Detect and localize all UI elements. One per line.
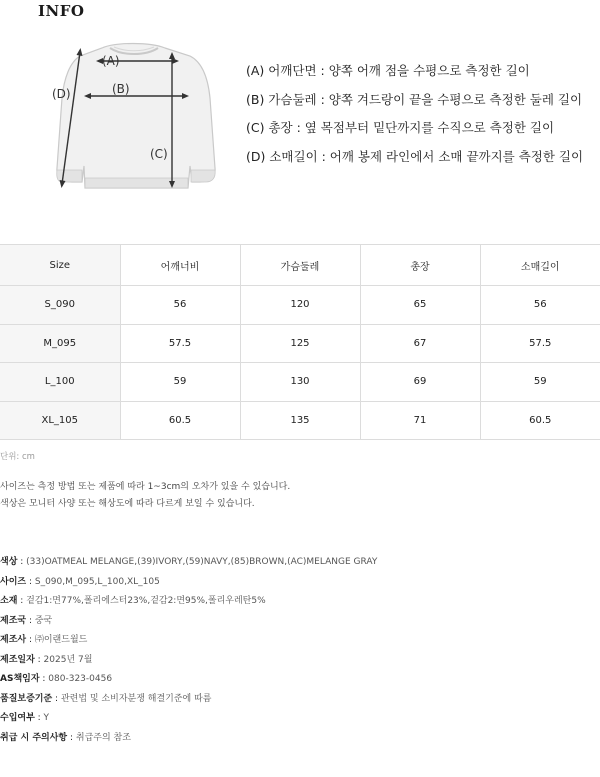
shoulder-cell: 59 — [120, 363, 240, 402]
length-cell: 71 — [360, 401, 480, 440]
sleeve-cell: 59 — [480, 363, 600, 402]
spec-value: 2025년 7월 — [43, 654, 93, 665]
spec-row-manufacture-date: 제조일자 : 2025년 7월 — [0, 654, 93, 665]
size-cell: L_100 — [0, 363, 120, 402]
size-cell: M_095 — [0, 324, 120, 363]
table-row — [0, 363, 600, 402]
measure-d-arrow-bottom — [60, 180, 66, 188]
spec-row-material: 소재 : 겉감1:면77%,폴리에스터23%,겉감2:면95%,폴리우레탄5% — [0, 596, 266, 606]
table-row — [0, 286, 600, 325]
size-cell: XL_105 — [0, 401, 120, 440]
shoulder-cell: 57.5 — [120, 324, 240, 363]
header-sleeve: 소매길이 — [480, 245, 600, 286]
chest-cell: 125 — [240, 324, 360, 363]
label-d: (D) — [52, 87, 71, 101]
spec-value: 취급주의 참조 — [75, 732, 131, 743]
length-cell: 69 — [360, 363, 480, 402]
spec-value: Y — [43, 713, 50, 723]
header-length: 총장 — [360, 245, 480, 286]
chest-cell: 120 — [240, 286, 360, 325]
spec-label: 제조사 — [0, 635, 27, 645]
legend-d: (D) 소매길이 : 어깨 봉제 라인에서 소매 끝까지를 측정한 길이 — [246, 148, 584, 164]
spec-row-care: 취급 시 주의사항 : 취급주의 참조 — [0, 732, 131, 743]
info-title: INFO — [38, 2, 85, 20]
spec-value: S_090,M_095,L_100,XL_105 — [34, 576, 160, 587]
spec-label: 색상 — [0, 557, 18, 567]
note-size-tolerance: 사이즈는 측정 방법 또는 제품에 따라 1~3cm의 오차가 있을 수 있습니다. — [0, 482, 291, 492]
label-c: (C) — [150, 147, 168, 161]
legend-c: (C) 총장 : 옆 목점부터 밑단까지를 수직으로 측정한 길이 — [246, 120, 555, 135]
spec-row-as-contact: AS책임자 : 080-323-0456 — [0, 674, 113, 684]
spec-label: 사이즈 — [0, 576, 27, 587]
legend-b: (B) 가슴둘레 : 양쪽 겨드랑이 끝을 수평으로 측정한 둘레 길이 — [246, 91, 583, 107]
sleeve-cell: 57.5 — [480, 324, 600, 363]
sleeve-cell: 60.5 — [480, 401, 600, 440]
sweater-measurement-diagram — [40, 38, 230, 198]
spec-label: 소재 — [0, 596, 18, 606]
measurement-legend — [246, 58, 583, 172]
spec-value: 겉감1:면77%,폴리에스터23%,겉감2:면95%,폴리우레탄5% — [26, 596, 266, 606]
chest-cell: 135 — [240, 401, 360, 440]
spec-row-origin: 제조국 : 중국 — [0, 615, 53, 626]
spec-label: 수입여부 — [0, 713, 35, 723]
length-cell: 67 — [360, 324, 480, 363]
spec-value: (33)OATMEAL MELANGE,(39)IVORY,(59)NAVY,(85)BROWN,(AC)MELANGE GRAY — [26, 557, 378, 567]
table-header-row — [0, 245, 600, 286]
spec-label: 취급 시 주의사항 — [0, 732, 68, 743]
legend-a: (A) 어깨단면 : 양쪽 어깨 점을 수평으로 측정한 길이 — [246, 63, 530, 78]
measure-d-arrow-top — [77, 48, 83, 56]
chest-cell: 130 — [240, 363, 360, 402]
table-row — [0, 324, 600, 363]
note-color-display: 색상은 모니터 사양 또는 해상도에 따라 다르게 보일 수 있습니다. — [0, 499, 255, 509]
spec-label: AS책임자 — [0, 674, 40, 684]
size-cell: S_090 — [0, 286, 120, 325]
spec-row-color: 색상 : (33)OATMEAL MELANGE,(39)IVORY,(59)NAVY,(85)BROWN,(AC)MELANGE GRAY — [0, 557, 378, 567]
spec-row-size: 사이즈 : S_090,M_095,L_100,XL_105 — [0, 576, 160, 587]
spec-row-import: 수입여부 : Y — [0, 713, 50, 723]
header-chest: 가슴둘레 — [240, 245, 360, 286]
spec-row-manufacturer: 제조사 : ㈜이랜드월드 — [0, 635, 88, 645]
product-specs — [0, 554, 377, 749]
cuff-right — [191, 170, 215, 182]
shoulder-cell: 56 — [120, 286, 240, 325]
disclaimer-notes — [0, 480, 290, 514]
length-cell: 65 — [360, 286, 480, 325]
spec-row-quality-standard: 품질보증기준 : 관련법 및 소비자분쟁 해결기준에 따름 — [0, 693, 212, 704]
sweater-outline — [57, 44, 215, 189]
label-a: (A) — [102, 54, 120, 68]
spec-label: 품질보증기준 — [0, 693, 53, 704]
header-shoulder: 어깨너비 — [120, 245, 240, 286]
size-table — [0, 244, 600, 440]
sweater-illustration — [40, 38, 230, 198]
table-row — [0, 401, 600, 440]
header-size: Size — [0, 245, 120, 286]
spec-value: 관련법 및 소비자분쟁 해결기준에 따름 — [60, 693, 212, 704]
shoulder-cell: 60.5 — [120, 401, 240, 440]
unit-note: 단위: cm — [0, 452, 35, 462]
spec-value: 080-323-0456 — [48, 674, 113, 684]
sleeve-cell: 56 — [480, 286, 600, 325]
spec-value: ㈜이랜드월드 — [34, 635, 88, 645]
spec-label: 제조국 — [0, 615, 27, 626]
label-b: (B) — [112, 82, 130, 96]
spec-value: 중국 — [34, 615, 53, 626]
spec-label: 제조일자 — [0, 654, 35, 665]
